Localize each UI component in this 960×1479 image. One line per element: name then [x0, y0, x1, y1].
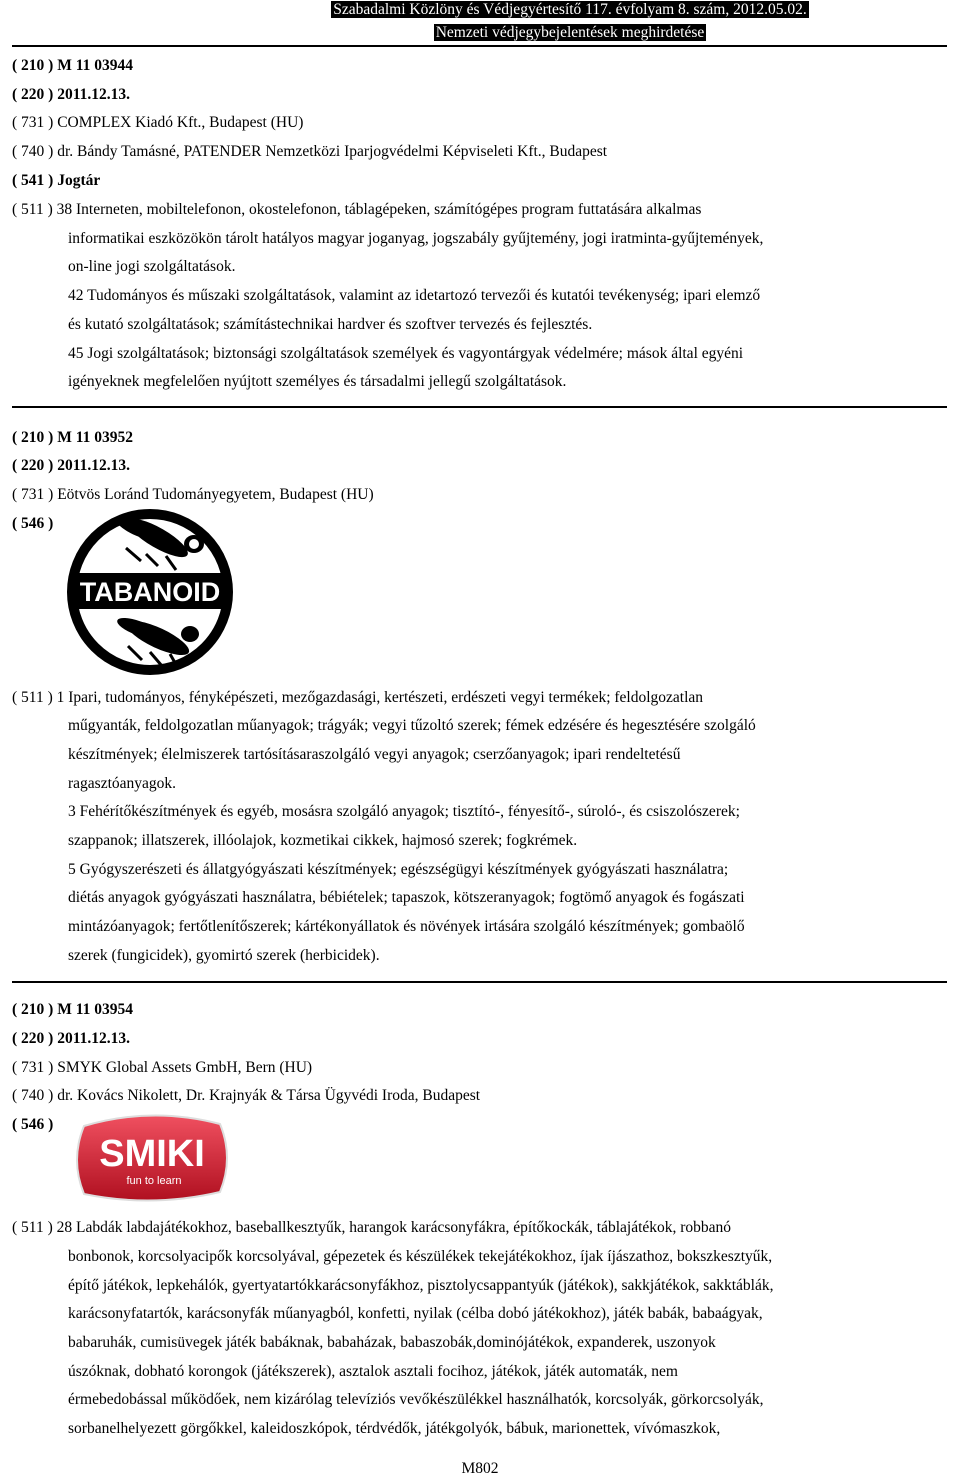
entry3-number: ( 210 ) M 11 03954 — [12, 1001, 133, 1018]
logo-tagline: fun to learn — [126, 1175, 182, 1187]
entry3-class28-line5: babaruhák, cumisüvegek játék babáknak, babaházak, babaszobák,dominójátékok, expanderek, uszonyok — [68, 1334, 716, 1351]
entry2-figurative-label: ( 546 ) — [12, 515, 54, 532]
entry3-class28-line3: építő játékok, lepkehálók, gyertyatartókkarácsonyfákhoz, pisztolycsappantyúk (játékok), sakkjátékok, sakktáblák, — [68, 1277, 774, 1294]
entry3-class28-line8: sorbanelhelyezett görgőkkel, kaleidoszkópok, térdvédők, játékgolyók, bábuk, marionettek, vívómaszkok, — [68, 1420, 721, 1437]
entry2-class5-line2: diétás anyagok gyógyászati használatra, bébiételek; tapaszok, kötszeranyagok; fogtömő anyagok és fogászati — [68, 889, 745, 906]
entry1-class38-line3: on-line jogi szolgáltatások. — [68, 258, 236, 275]
entry2-date: ( 220 ) 2011.12.13. — [12, 457, 130, 474]
entry2-class5-line1: 5 Gyógyszerészeti és állatgyógyászati készítmények; egészségügyi készítmények gyógyászati használatra; — [68, 861, 729, 878]
entry1-class45-line1: 45 Jogi szolgáltatások; biztonsági szolgáltatások személyek és vagyontárgyak védelmére; mások által egyéni — [68, 345, 744, 362]
entry1-class38-line2: informatikai eszközökön tárolt hatályos magyar joganyag, jogszabály gyűjtemény, jogi iratminta-gyűjtemények, — [68, 230, 764, 247]
entry3-class28-line2: bonbonok, korcsolyacipők korcsolyával, gépezetek és készülékek tekejátékokhoz, íjak íjászathoz, bokszkesztyűk, — [68, 1248, 773, 1265]
entry3-agent: ( 740 ) dr. Kovács Nikolett, Dr. Krajnyák & Társa Ügyvédi Iroda, Budapest — [12, 1087, 481, 1104]
entry3-class28-line1: ( 511 ) 28 Labdák labdajátékokhoz, baseballkesztyűk, harangok karácsonyfákra, építőkockák, táblajátékok, robbanó — [12, 1219, 732, 1236]
entry2-class1-line2: műgyanták, feldolgozatlan műanyagok; trágyák; vegyi tűzoltó szerek; fémek edzésére és hegesztésére szolgáló — [68, 717, 756, 734]
logo-text: TABANOID — [79, 577, 221, 607]
logo-text: SMIKI — [99, 1133, 205, 1175]
entry2-class1-line3: készítmények; élelmiszerek tartósításaraszolgáló vegyi anyagok; cserzőanyagok; ipari rendeltetésű — [68, 746, 681, 763]
journal-header: Szabadalmi Közlöny és Védjegyértesítő 117. évfolyam 8. szám, 2012.05.02. — [333, 1, 807, 18]
entry1-class42-line2: és kutató szolgáltatások; számítástechnikai hardver és szoftver tervezés és fejlesztés. — [68, 316, 593, 333]
page-number: M802 — [461, 1460, 499, 1477]
tabanoid-logo — [66, 506, 234, 676]
entry2-class1-line4: ragasztóanyagok. — [68, 775, 177, 792]
entry2-class3-line1: 3 Fehérítőkészítmények és egyéb, mosásra szolgáló anyagok; tisztító-, fényesítő-, súroló-, és csiszolószerek; — [68, 803, 740, 820]
entry1-class42-line1: 42 Tudományos és műszaki szolgáltatások, valamint az idetartozó tervezői és kutatói tevékenység; ipari elemző — [68, 287, 761, 304]
entry1-class45-line2: igényeknek megfelelően nyújtott személyes és társadalmi jellegű szolgáltatások. — [68, 373, 567, 390]
entry3-owner: ( 731 ) SMYK Global Assets GmbH, Bern (HU) — [12, 1059, 313, 1076]
entry1-class38-line1: ( 511 ) 38 Interneten, mobiltelefonon, okostelefonon, táblagépeken, számítógépes program futtatására alkalmas — [12, 201, 702, 218]
entry1-number: ( 210 ) M 11 03944 — [12, 57, 133, 74]
entry3-class28-line6: úszóknak, dobható korongok (játékszerek), asztalok asztali focihoz, játékok, játék automaták, nem — [68, 1363, 678, 1380]
entry-separator — [12, 406, 947, 408]
entry2-class3-line2: szappanok; illatszerek, illóolajok, kozmetikai cikkek, hajmosó szerek; fogkrémek. — [68, 832, 578, 849]
entry2-class5-line3: mintázóanyagok; fertőtlenítőszerek; kártékonyállatok és növények irtására szolgáló készítmények; gombaölő — [68, 918, 745, 935]
entry2-class1-line1: ( 511 ) 1 Ipari, tudományos, fényképészeti, mezőgazdasági, kertészeti, erdészeti vegyi termékek; feldolgozatlan — [12, 689, 704, 706]
entry3-class28-line7: érmebedobással működőek, nem kizárólag televíziós vevőkészülékkel használhatók, korcsolyák, görkorcsolyák, — [68, 1391, 764, 1408]
section-header: Nemzeti védjegybejelentések meghirdetése — [435, 24, 705, 41]
entry3-date: ( 220 ) 2011.12.13. — [12, 1030, 130, 1047]
smiki-logo — [70, 1112, 234, 1204]
entry2-number: ( 210 ) M 11 03952 — [12, 429, 133, 446]
entry1-agent: ( 740 ) dr. Bándy Tamásné, PATENDER Nemzetközi Iparjogvédelmi Képviseleti Kft., Budapest — [12, 143, 608, 160]
entry3-figurative-label: ( 546 ) — [12, 1116, 54, 1133]
entry3-class28-line4: karácsonyfatartók, karácsonyfák műanyagból, konfetti, nyilak (célba dobó játékokhoz), játék babák, babaágyak, — [68, 1305, 763, 1322]
entry2-owner: ( 731 ) Eötvös Loránd Tudományegyetem, Budapest (HU) — [12, 486, 374, 503]
entry1-date: ( 220 ) 2011.12.13. — [12, 86, 130, 103]
entry1-word-mark: ( 541 ) Jogtár — [12, 172, 101, 189]
entry2-class5-line4: szerek (fungicidek), gyomirtó szerek (herbicidek). — [68, 947, 380, 964]
entry-separator — [12, 981, 947, 983]
header-rule — [12, 45, 947, 47]
entry1-owner: ( 731 ) COMPLEX Kiadó Kft., Budapest (HU) — [12, 114, 304, 131]
